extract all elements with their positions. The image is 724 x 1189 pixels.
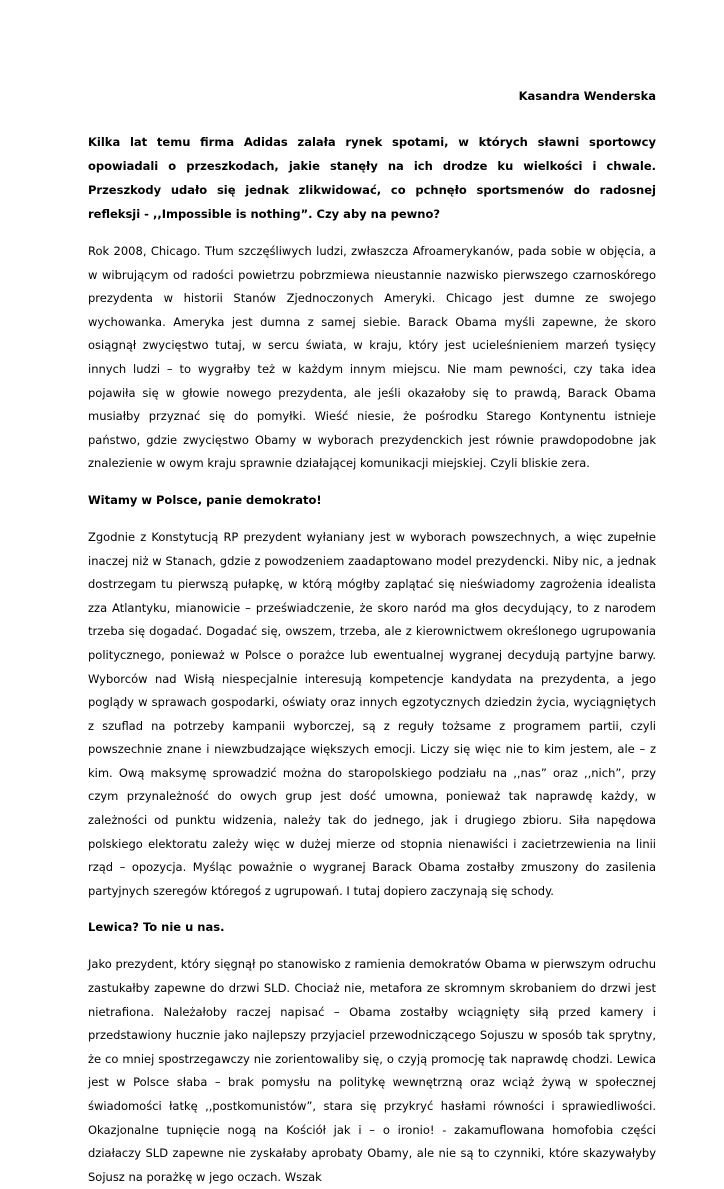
paragraph-1: Rok 2008, Chicago. Tłum szczęśliwych ludzi, zwłaszcza Afroamerykanów, pada sobie w objęcia, a w wibrującym od radości powietrzu pobrzmiewa nieustannie nazwisko pierwszego czarnoskórego prezydenta w historii Stanów Zjednoczonych Ameryki. Chicago jest dumne ze swojego wychowanka. Ameryka jest dumna z samej siebie. Barack Obama myśli zapewne, że skoro osiągnął zwycięstwo tutaj, w sercu świata, w kraju, który jest ucieleśnieniem marzeń tysięcy innych ludzi – to wygrałby też w każdym innym miejscu. Nie mam pewności, czy taka idea pojawiła się w głowie nowego prezydenta, ale jeśli okazałoby się to prawdą, Barack Obama musiałby przyznać się do pomyłki. Wieść niesie, że pośrodku Starego Kontynentu istnieje państwo, gdzie zwycięstwo Obamy w wyborach prezydenckich jest równie prawdopodobne jak znalezienie w owym kraju sprawnie działającej komunikacji miejskiej. Czyli bliskie zera.: [88, 244, 656, 471]
section-heading-2: Lewica? To nie u nas.: [88, 920, 225, 935]
author-name: Kasandra Wenderska: [518, 89, 656, 103]
section-heading-1: Witamy w Polsce, panie demokrato!: [88, 492, 322, 507]
paragraph-3: Jako prezydent, który sięgnął po stanowisko z ramienia demokratów Obama w pierwszym odruchu zastukałby zapewne do drzwi SLD. Chociaż nie, metafora ze skromnym skrobaniem do drzwi jest nietrafiona. Należałoby raczej napisać – Obama zostałby wciągnięty siłą przed kamery i przedstawiony hucznie jako najlepszy przyjaciel przewodniczącego Sojuszu w sposób tak sprytny, że co mniej spostrzegawczy nie zorientowaliby się, o czyją promocję tak naprawdę chodzi. Lewica jest w Polsce słaba – brak pomysłu na politykę wewnętrzną oraz wciąż żywą w społecznej świadomości łatkę ,,postkomunistów”, stara się przykryć hasłami równości i sprawiedliwości. Okazjonalne tupnięcie nogą na Kościół jak i – o ironio! - zakamuflowana homofobia części działaczy SLD zapewne nie zyskałaby aprobaty Obamy, ale nie są to czynniki, które skazywałyby Sojusz na porażkę w jego oczach. Wszak: [88, 957, 656, 1184]
lead-paragraph: Kilka lat temu firma Adidas zalała rynek spotami, w których sławni sportowcy opowiadali o przeszkodach, jakie stanęły na ich drodze ku wielkości i chwale. Przeszkody udało się jednak zlikwidować, co pchnęło sportsmenów do radosnej refleksji - ,,Impossible is nothing”. Czy aby na pewno?: [88, 135, 656, 221]
paragraph-2: Zgodnie z Konstytucją RP prezydent wyłaniany jest w wyborach powszechnych, a więc zupełnie inaczej niż w Stanach, gdzie z powodzeniem zaadaptowano model prezydencki. Niby nic, a jednak dostrzegam tu pierwszą pułapkę, w którą mógłby zaplątać się nieświadomy zagrożenia idealista zza Atlantyku, mianowicie – przeświadczenie, że skoro naród ma głos decydujący, to z narodem trzeba się dogadać. Dogadać się, owszem, trzeba, ale z kierownictwem określonego ugrupowania politycznego, ponieważ w Polsce o porażce lub ewentualnej wygranej decydują partyjne barwy. Wyborców nad Wisłą niespecjalnie interesują kompetencje kandydata na prezydenta, a jego poglądy w sprawach gospodarki, oświaty oraz innych egzotycznych dziedzin życia, wyciągniętych z szuflad na potrzeby kampanii wyborczej, są z reguły tożsame z programem partii, czyli powszechnie znane i niewzbudzające większych emocji. Liczy się więc nie to kim jestem, ale – z kim. Ową maksymę sprowadzić można do staropolskiego podziału na ,,nas” oraz ,,nich”, przy czym przynależność do owych grup jest dość umowna, ponieważ tak naprawdę każdy, w zależności od punktu widzenia, należy tak do jednego, jak i drugiego zbioru. Siła napędowa polskiego elektoratu zależy więc w dużej mierze od stopnia nienawiści i zacietrzewienia na linii rząd – opozycja. Myśląc poważnie o wygranej Barack Obama zostałby zmuszony do zasilenia partyjnych szeregów któregoś z ugrupowań. I tutaj dopiero zaczynają się schody.: [88, 529, 656, 898]
